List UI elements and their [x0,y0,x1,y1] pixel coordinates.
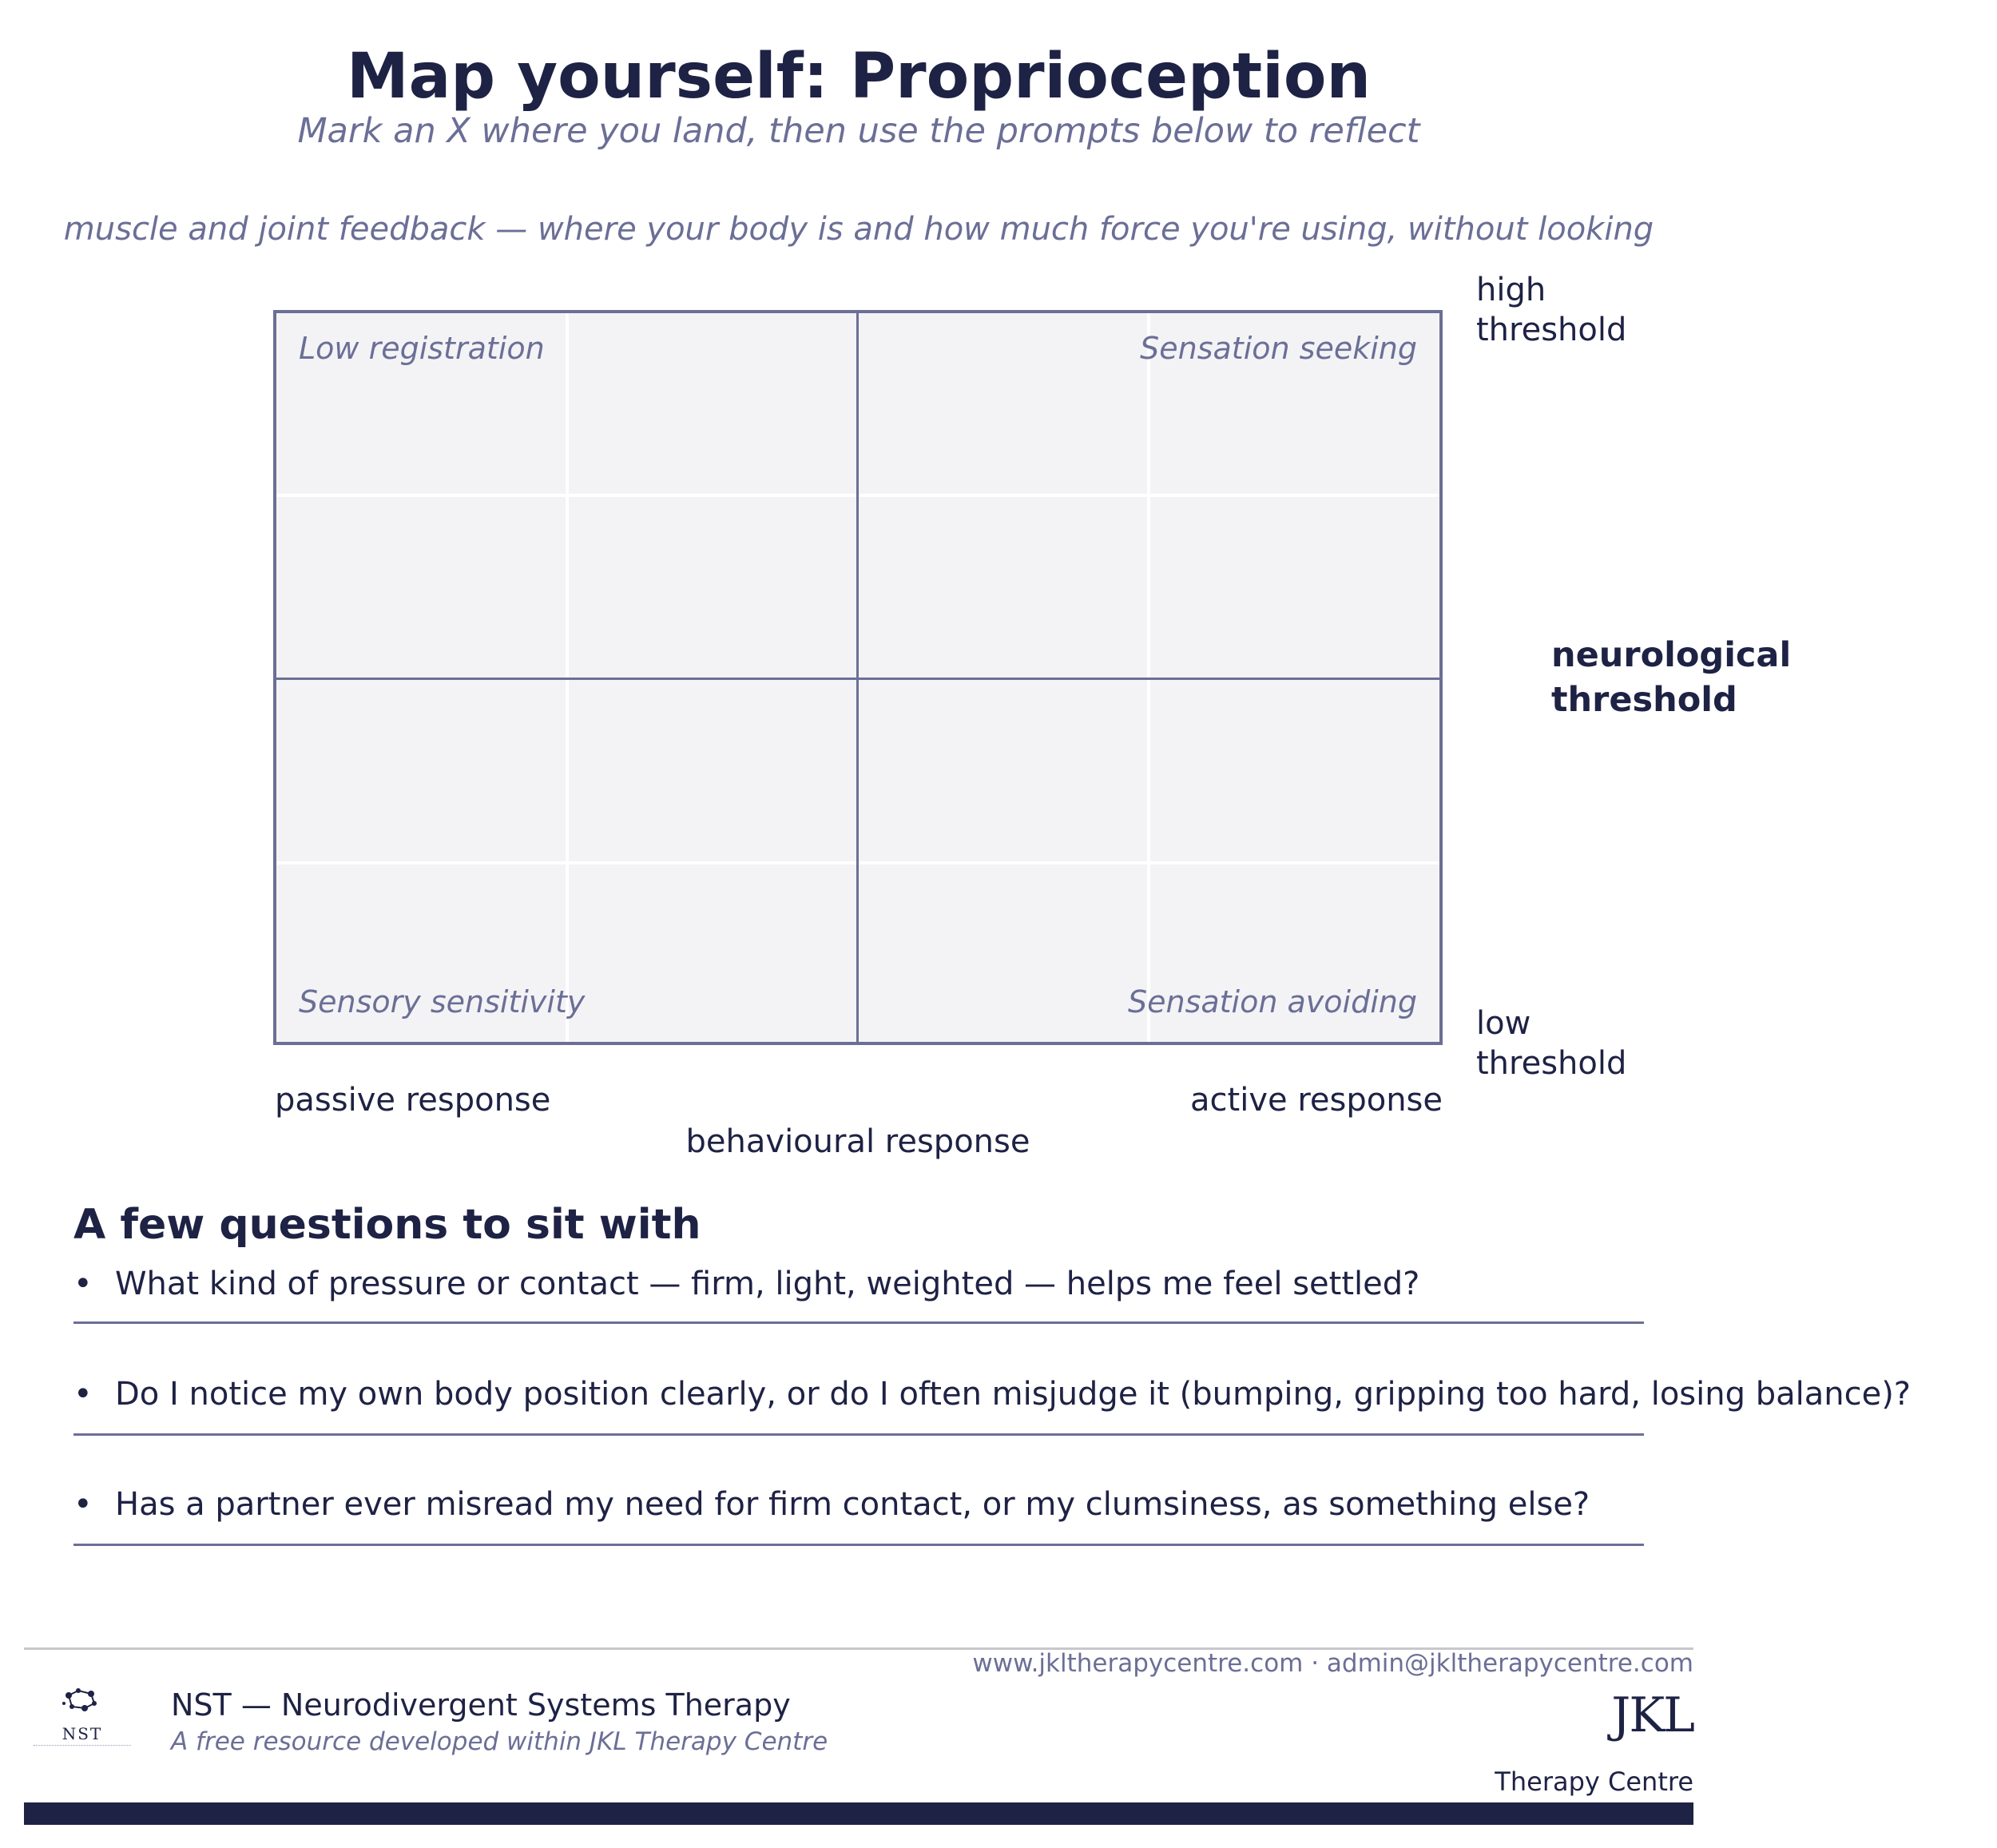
nst-logo-text: NST [62,1724,103,1743]
question-text: Has a partner ever misread my need for firm contact, or my clumsiness, as something else? [115,1486,1590,1523]
y-axis-low-line1: low [1476,1005,1531,1042]
quadrant-label-sensory-sensitivity: Sensory sensitivity [299,984,586,1019]
answer-line[interactable] [73,1433,1644,1436]
quadrant-label-sensation-seeking: Sensation seeking [1140,331,1417,366]
answer-line[interactable] [73,1544,1644,1546]
bullet: • [73,1266,93,1302]
page-title: Map yourself: Proprioception [347,41,1371,113]
bullet: • [73,1486,93,1523]
x-axis-passive-label: passive response [275,1082,551,1119]
y-axis-high-line1: high [1476,272,1546,308]
nst-logo [30,1678,134,1750]
y-axis-title-line1: neurological [1551,635,1792,675]
quadrant-label-low-registration: Low registration [299,331,545,366]
sense-description: muscle and joint feedback — where your body is and how much force you're using, without looking [63,211,1654,248]
page-subtitle: Mark an X where you land, then use the prompts below to reflect [297,111,1420,151]
y-axis-title [1551,633,1791,722]
bullet: • [73,1376,93,1413]
x-axis-active-label: active response [1190,1082,1443,1119]
footer-tagline: A free resource developed within JKL Therapy Centre [171,1727,828,1756]
grid-midline-horizontal [276,678,1439,680]
question-item [73,1262,1419,1306]
question-item [73,1373,1911,1416]
x-axis-title: behavioural response [685,1123,1030,1160]
jkl-logo: JKL [1611,1687,1693,1743]
logo-underline [34,1745,131,1747]
footer-contact: www.jkltherapycentre.com · admin@jkltherapycentre.com [972,1649,1693,1678]
y-axis-title-line2: threshold [1551,680,1737,720]
questions-heading: A few questions to sit with [73,1201,701,1249]
footer-org-name: NST — Neurodivergent Systems Therapy [171,1687,791,1723]
network-icon [30,1678,134,1726]
y-axis-low-label [1476,1003,1626,1083]
question-item [73,1483,1590,1526]
y-axis-high-line2: threshold [1476,312,1627,348]
footer-bar [24,1802,1693,1825]
question-text: What kind of pressure or contact — firm, light, weighted — helps me feel settled? [115,1266,1420,1302]
mapping-grid[interactable] [273,310,1443,1045]
quadrant-label-sensation-avoiding: Sensation avoiding [1127,984,1417,1019]
answer-line[interactable] [73,1321,1644,1324]
question-text: Do I notice my own body position clearly, or do I often misjudge it (bumping, gripping too hard, losing balance)? [115,1376,1912,1413]
y-axis-low-line2: threshold [1476,1045,1627,1082]
jkl-centre-name: Therapy Centre [1495,1767,1693,1797]
y-axis-high-label [1476,270,1626,350]
